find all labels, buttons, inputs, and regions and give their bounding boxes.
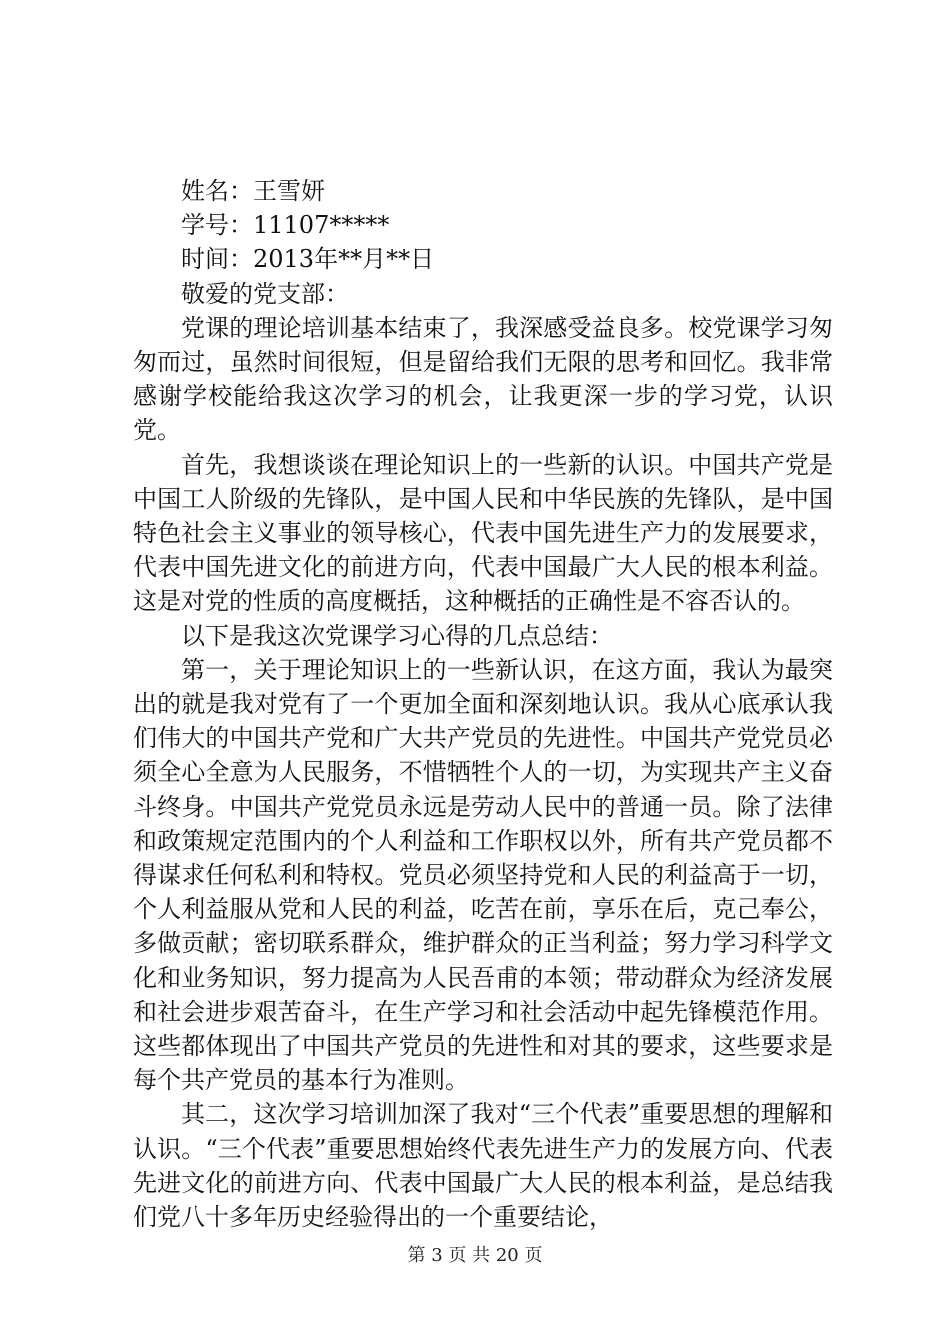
paragraph-first-point: 首先，我想谈谈在理论知识上的一些新的认识。中国共产党是中国工人阶级的先锋队，是中国人民和中华民族的先锋队，是中国特色社会主义事业的领导核心，代表中国先进生产力的发展要求，代表中国先进文化的前进方向，代表中国最广大人民的根本利益。这是对党的性质的高度概括，这种概括的正确性是不容否认的。	[133, 450, 833, 616]
paragraph-point-two: 其二，这次学习培训加深了我对“三个代表”重要思想的理解和认识。“三个代表”重要思想始终代表先进生产力的发展方向、代表先进文化的前进方向、代表中国最广大人民的根本利益，是总结我们党八十多年历史经验得出的一个重要结论，	[133, 1100, 833, 1232]
student-id-line: 学号：11107*****	[181, 211, 390, 240]
paragraph-summary-heading: 以下是我这次党课学习心得的几点总结：	[181, 621, 613, 650]
document-body	[133, 174, 833, 1234]
date-line: 时间：2013年**月**日	[181, 245, 435, 274]
paragraph-point-one: 第一，关于理论知识上的一些新认识，在这方面，我认为最突出的就是我对党有了一个更加全面和深刻地认识。我从心底承认我们伟大的中国共产党和广大共产党员的先进性。中国共产党党员必须全心全意为人民服务，不惜牺牲个人的一切，为实现共产主义奋斗终身。中国共产党党员永远是劳动人民中的普通一员。除了法律和政策规定范围内的个人利益和工作职权以外，所有共产党员都不得谋求任何私利和特权。党员必须坚持党和人民的利益高于一切，个人利益服从党和人民的利益，吃苦在前，享乐在后，克己奉公，多做贡献；密切联系群众，维护群众的正当利益；努力学习科学文化和业务知识，努力提高为人民吾甫的本领；带动群众为经济发展和社会进步艰苦奋斗，在生产学习和社会活动中起先锋模范作用。这些都体现出了中国共产党员的先进性和对其的要求，这些要求是每个共产党员的基本行为准则。	[133, 655, 833, 1095]
page-footer: 第 3 页 共 20 页	[407, 1245, 543, 1266]
name-line: 姓名：王雪妍	[181, 177, 325, 205]
salutation: 敬爱的党支部：	[181, 279, 349, 308]
paragraph-intro: 党课的理论培训基本结束了，我深感受益良多。校党课学习匆匆而过，虽然时间很短，但是留给我们无限的思考和回忆。我非常感谢学校能给我这次学习的机会，让我更深一步的学习党，认识党。	[133, 313, 833, 445]
